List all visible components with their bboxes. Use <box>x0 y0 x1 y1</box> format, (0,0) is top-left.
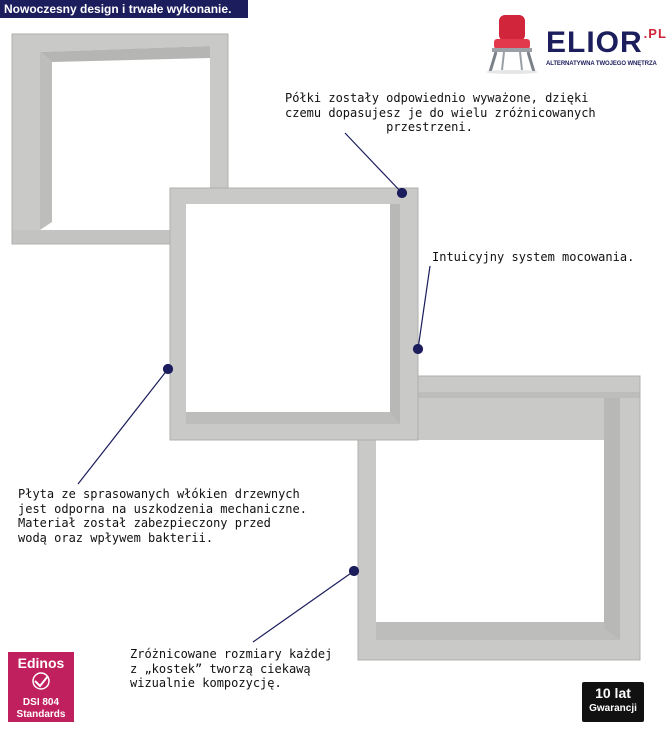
callout-mounting: Intuicyjny system mocowania. <box>432 250 635 264</box>
callout-material: Płyta ze sprasowanych włókien drzewnych jest odporna na uszkodzenia mechaniczne. Materiał został zabezpieczony przed wodą oraz wpływem bakterii. <box>18 487 307 545</box>
brand-tagline: ALTERNATYWNA TWOJEGO WNĘTRZA <box>546 61 657 67</box>
warranty-badge: 10 lat Gwarancji <box>582 682 644 722</box>
header-title: Nowoczesny design i trwałe wykonanie. <box>0 0 248 18</box>
callout-balanced: Półki zostały odpowiednio wyważone, dzięki czemu dopasujesz je do wielu zróżnicowanych przestrzeni. <box>285 91 596 134</box>
edinos-badge: Edinos DSI 804 Standards <box>8 652 74 722</box>
shelf-cube-middle <box>170 188 418 440</box>
check-shield-icon <box>21 672 61 694</box>
callout-sizes: Zróżnicowane rozmiary każdej z „kostek” tworzą ciekawą wizualnie kompozycję. <box>130 647 333 690</box>
brand-name: $ELIOR^{.PL}$ <box>546 26 667 59</box>
